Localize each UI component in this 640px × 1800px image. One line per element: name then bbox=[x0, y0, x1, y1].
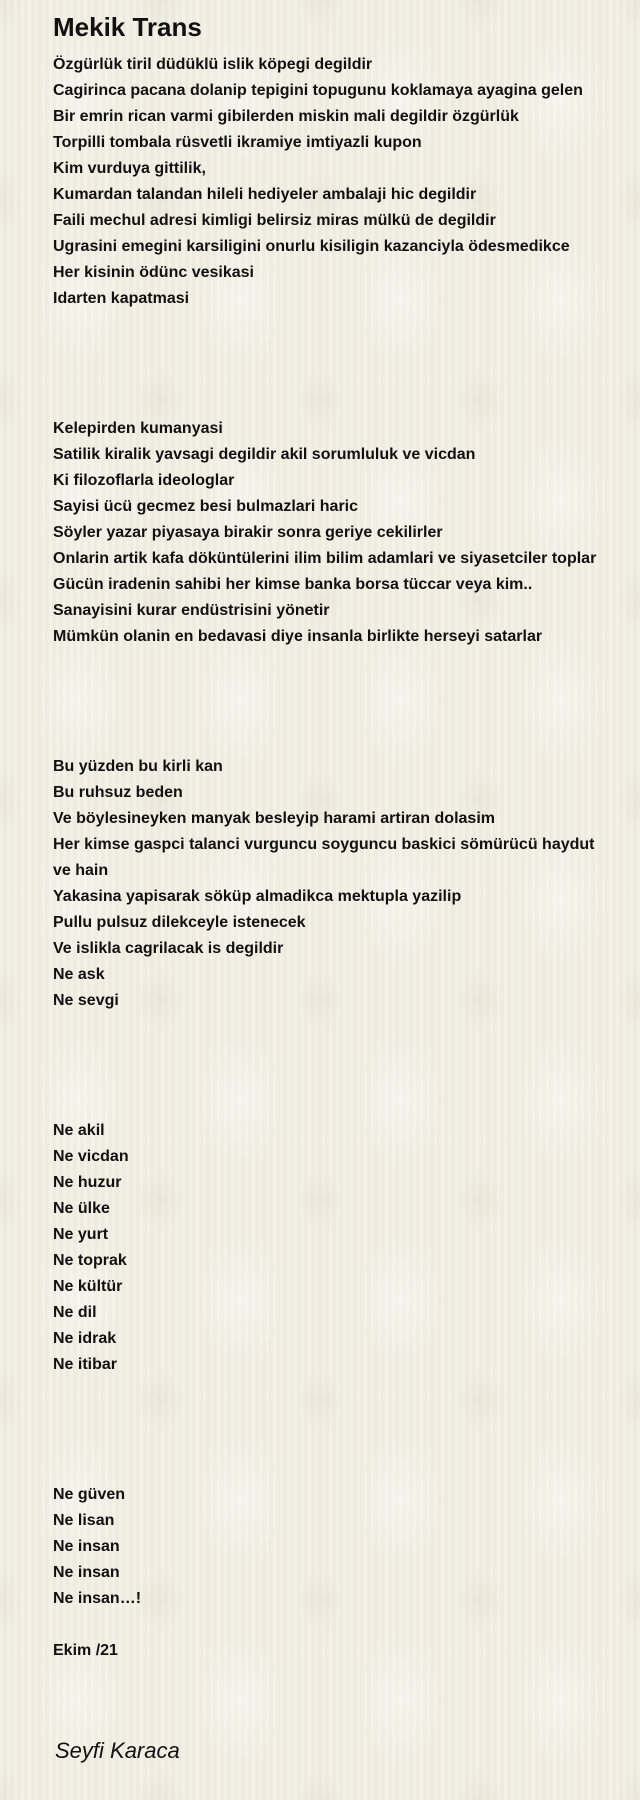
poem-line: Bu yüzden bu kirli kan bbox=[53, 758, 223, 775]
poem-line: Kim vurduya gittilik, bbox=[53, 160, 206, 177]
poem-line: Ne insan bbox=[53, 1564, 120, 1581]
poem-line: Ne güven bbox=[53, 1486, 126, 1503]
poem-line: Ve islikla cagrilacak is degildir bbox=[53, 940, 284, 957]
poem-line: Yakasina yapisarak söküp almadikca mektupla yazilip bbox=[53, 888, 462, 905]
poem-line: Her kimse gaspci talanci vurguncu soyguncu baskici sömürücü haydut ve hain bbox=[53, 836, 595, 879]
poem-line: Bir emrin rican varmi gibilerden miskin mali degildir özgürlük bbox=[53, 108, 519, 125]
poem-line: Ne idrak bbox=[53, 1330, 117, 1347]
poem-line: Onlarin artik kafa döküntülerini ilim bilim adamlari ve siyasetciler toplar bbox=[53, 550, 597, 567]
poem-line: Ki filozoflarla ideologlar bbox=[53, 472, 235, 489]
poem-line: Kumardan talandan hileli hediyeler ambalaji hic degildir bbox=[53, 186, 477, 203]
stanza-gap bbox=[53, 390, 613, 416]
stanza-gap bbox=[53, 1612, 613, 1638]
poem-line: Mümkün olanin en bedavasi diye insanla birlikte herseyi satarlar bbox=[53, 628, 543, 645]
poem-line: Idarten kapatmasi bbox=[53, 290, 190, 307]
stanza-gap bbox=[53, 650, 613, 676]
poem-line: Ne ülke bbox=[53, 1200, 110, 1217]
poem-line: Ve böylesineyken manyak besleyip harami artiran dolasim bbox=[53, 810, 495, 827]
stanza-gap bbox=[53, 1456, 613, 1482]
poem-line: Ne lisan bbox=[53, 1512, 115, 1529]
poem-line: Ne akil bbox=[53, 1122, 105, 1139]
poem-line: Ne ask bbox=[53, 966, 105, 983]
poem-line: Ne vicdan bbox=[53, 1148, 129, 1165]
poem-line: Özgürlük tiril düdüklü islik köpegi degildir bbox=[53, 56, 373, 73]
stanza-gap bbox=[53, 702, 613, 728]
stanza-gap bbox=[53, 728, 613, 754]
poem-line: Ne insan…! bbox=[53, 1590, 142, 1607]
stanza-gap bbox=[53, 1404, 613, 1430]
poem-line: Söyler yazar piyasaya birakir sonra geriye cekilirler bbox=[53, 524, 443, 541]
poem-line: Sayisi ücü gecmez besi bulmazlari haric bbox=[53, 498, 359, 515]
poem-line: Ne itibar bbox=[53, 1356, 118, 1373]
poem-line: Her kisinin ödünc vesikasi bbox=[53, 264, 254, 281]
poem-line: Ne sevgi bbox=[53, 992, 119, 1009]
poem-line: Ekim /21 bbox=[53, 1642, 118, 1659]
poem-line: Pullu pulsuz dilekceyle istenecek bbox=[53, 914, 306, 931]
poem-line: Sanayisini kurar endüstrisini yönetir bbox=[53, 602, 330, 619]
stanza-gap bbox=[53, 338, 613, 364]
poem-line: Satilik kiralik yavsagi degildir akil sorumluluk ve vicdan bbox=[53, 446, 476, 463]
poem-title: Mekik Trans bbox=[53, 12, 202, 42]
poem-line: Ne insan bbox=[53, 1538, 120, 1555]
author-signature: Seyfi Karaca bbox=[55, 1738, 180, 1763]
poem-line: Ne huzur bbox=[53, 1174, 122, 1191]
stanza-gap bbox=[53, 1430, 613, 1456]
poem-line: Ne kültür bbox=[53, 1278, 123, 1295]
stanza-gap bbox=[53, 1014, 613, 1040]
stanza-gap bbox=[53, 312, 613, 338]
stanza-gap bbox=[53, 1066, 613, 1092]
stanza-gap bbox=[53, 676, 613, 702]
poem-line: Bu ruhsuz beden bbox=[53, 784, 183, 801]
poem-line: Torpilli tombala rüsvetli ikramiye imtiyazli kupon bbox=[53, 134, 422, 151]
stanza-gap bbox=[53, 364, 613, 390]
poem-line: Ne yurt bbox=[53, 1226, 109, 1243]
poem-line: Cagirinca pacana dolanip tepigini topugunu koklamaya ayagina gelen bbox=[53, 82, 583, 99]
poem-line: Ne toprak bbox=[53, 1252, 127, 1269]
poem-line: Kelepirden kumanyasi bbox=[53, 420, 223, 437]
stanza-gap bbox=[53, 1378, 613, 1404]
stanza-gap bbox=[53, 1040, 613, 1066]
poem-body bbox=[53, 52, 613, 1664]
poem-container bbox=[53, 12, 613, 1664]
poem-line: Ne dil bbox=[53, 1304, 97, 1321]
poem-line: Gücün iradenin sahibi her kimse banka borsa tüccar veya kim.. bbox=[53, 576, 533, 593]
stanza-gap bbox=[53, 1092, 613, 1118]
poem-line: Ugrasini emegini karsiligini onurlu kisiligin kazanciyla ödesmedikce bbox=[53, 238, 570, 255]
poem-line: Faili mechul adresi kimligi belirsiz miras mülkü de degildir bbox=[53, 212, 496, 229]
